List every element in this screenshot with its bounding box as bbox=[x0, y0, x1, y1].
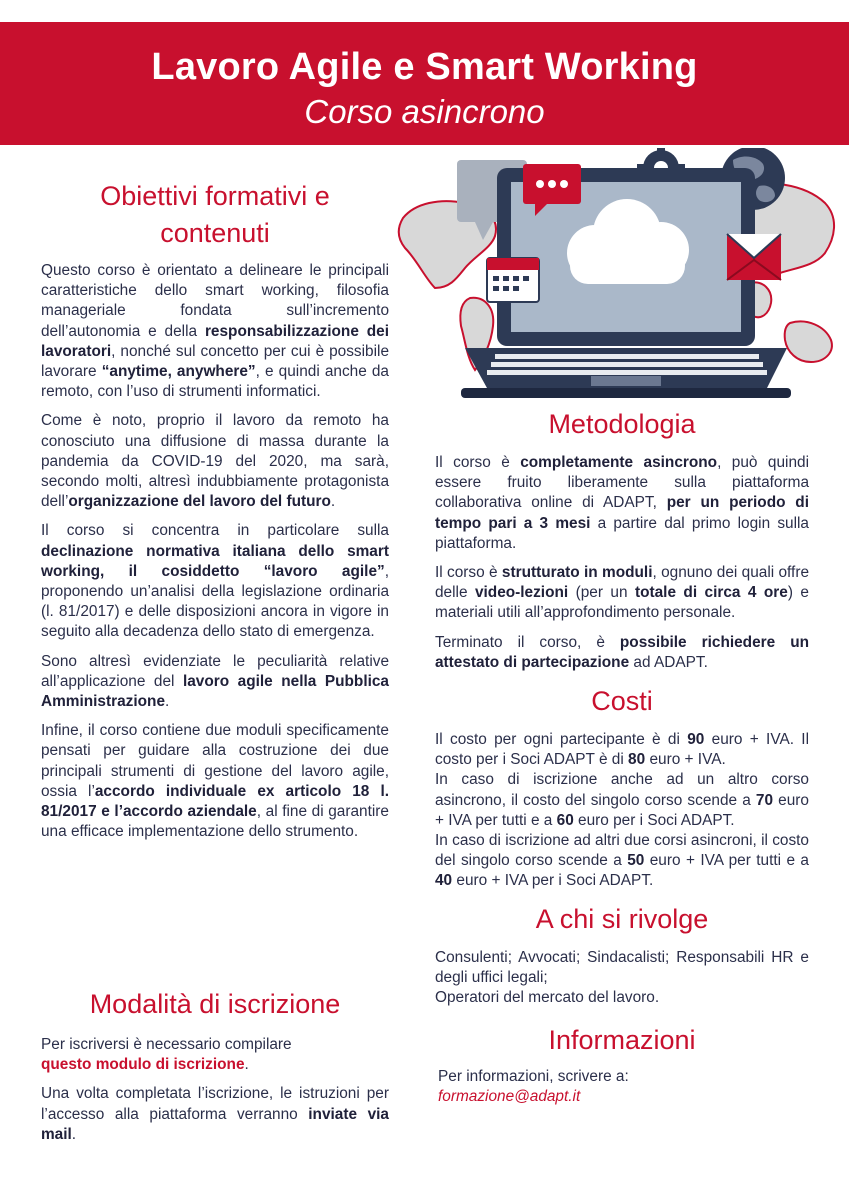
section-heading-costi: Costi bbox=[591, 686, 653, 717]
obiettivi-paragraph-4: Sono altresì evidenziate le peculiarità relative all’applicazione del lavoro agile nella Pubblica Amministrazione. bbox=[41, 652, 389, 711]
obiettivi-paragraph-3: Il corso si concentra in particolare sulla declinazione normativa italiana dello smart working, il cosiddetto “lavoro agile”, proponendo un’analisi della legislazione ordinaria (l. 81/2017) e delle disposizioni ancora in vigore in seguito alla decadenza dello stato di emergenza. bbox=[41, 522, 389, 641]
obiettivi-paragraph-2: Come è noto, proprio il lavoro da remoto ha conosciuto una diffusione di massa durante la pandemia da COVID-19 del 2020, ma sarà, secondo molti, altresì indubbiamente protagonista dell’organizzazione del lavoro del futuro. bbox=[41, 412, 389, 511]
metodologia-paragraph-2: Il corso è strutturato in moduli, ognuno dei quali offre delle video-lezioni (per un totale di circa 4 ore) e materiali utili all’approfondimento personale. bbox=[435, 564, 810, 622]
destinatari-paragraph: Consulenti; Avvocati; Sindacalisti; Responsabili HR e degli uffici legali; Operatori del mercato del lavoro. bbox=[435, 948, 809, 1007]
metodologia-paragraph-3: Terminato il corso, è possibile richiedere un attestato di partecipazione ad ADAPT. bbox=[435, 633, 809, 671]
contact-email-link[interactable]: formazione@adapt.it bbox=[438, 1088, 581, 1106]
left-column bbox=[41, 178, 389, 842]
registration-form-link[interactable]: questo modulo di iscrizione bbox=[41, 1056, 245, 1074]
informazioni-paragraph: Per informazioni, scrivere a: formazione@adapt.it bbox=[438, 1068, 629, 1106]
page-subtitle: Corso asincrono bbox=[304, 93, 545, 130]
costi-paragraph: Il costo per ogni partecipante è di 90 euro + IVA. Il costo per i Soci ADAPT è di 80 euro + IVA. In caso di iscrizione anche ad un altro corso asincrono, il costo del singolo corso scende a 70 euro + IVA per tutti e a 60 euro per i Soci ADAPT. In caso di iscrizione ad altri due corsi asincroni, il costo del singolo corso scende a 50 euro + IVA per tutti e a 40 euro + IVA per i Soci ADAPT. bbox=[435, 731, 809, 890]
metodologia-paragraph-1: Il corso è completamente asincrono, può quindi essere fruito liberamente sulla piattaforma collaborativa online di ADAPT, per un periodo di tempo pari a 3 mesi a partire dal primo login sulla piattaforma. bbox=[435, 454, 809, 552]
keyboard bbox=[487, 354, 767, 375]
section-heading-metodologia: Metodologia bbox=[548, 409, 696, 439]
obiettivi-paragraph-5: Infine, il corso contiene due moduli specificamente pensati per guidare alla costruzione dei due principali strumenti di gestione del lavoro agile, ossia l’accordo individuale ex articolo 18 l. 81/2017 e l’accordo aziendale, al fine di garantire una efficace implementazione dello strumento. bbox=[41, 722, 389, 841]
section-heading-obiettivi: Obiettivi formativi e contenuti bbox=[100, 181, 330, 248]
modalita-section bbox=[41, 986, 389, 1145]
calendar-icon bbox=[487, 258, 539, 302]
envelope-icon bbox=[727, 234, 781, 280]
right-column bbox=[435, 406, 809, 1108]
section-heading-informazioni: Informazioni bbox=[548, 1025, 696, 1056]
modalita-paragraph-1: Per iscriversi è necessario compilare questo modulo di iscrizione. bbox=[41, 1036, 292, 1074]
page-title: Lavoro Agile e Smart Working bbox=[151, 46, 698, 88]
laptop-cloud-illustration bbox=[395, 148, 849, 410]
section-heading-modalita: Modalità di iscrizione bbox=[89, 989, 341, 1019]
obiettivi-paragraph-1: Questo corso è orientato a delineare le principali caratteristiche dello smart working, filosofia manageriale fondata sull’incremento dell’autonomia e della responsabilizzazione dei lavoratori, nonché sul concetto per cui è possibile lavorare “anytime, anywhere”, e quindi anche da remoto, con l’uso di strumenti informatici. bbox=[41, 262, 389, 401]
page-header bbox=[0, 22, 849, 145]
section-heading-destinatari: A chi si rivolge bbox=[535, 903, 709, 934]
modalita-paragraph-2: Una volta completata l’iscrizione, le istruzioni per l’accesso alla piattaforma verranno inviate via mail. bbox=[41, 1085, 389, 1143]
